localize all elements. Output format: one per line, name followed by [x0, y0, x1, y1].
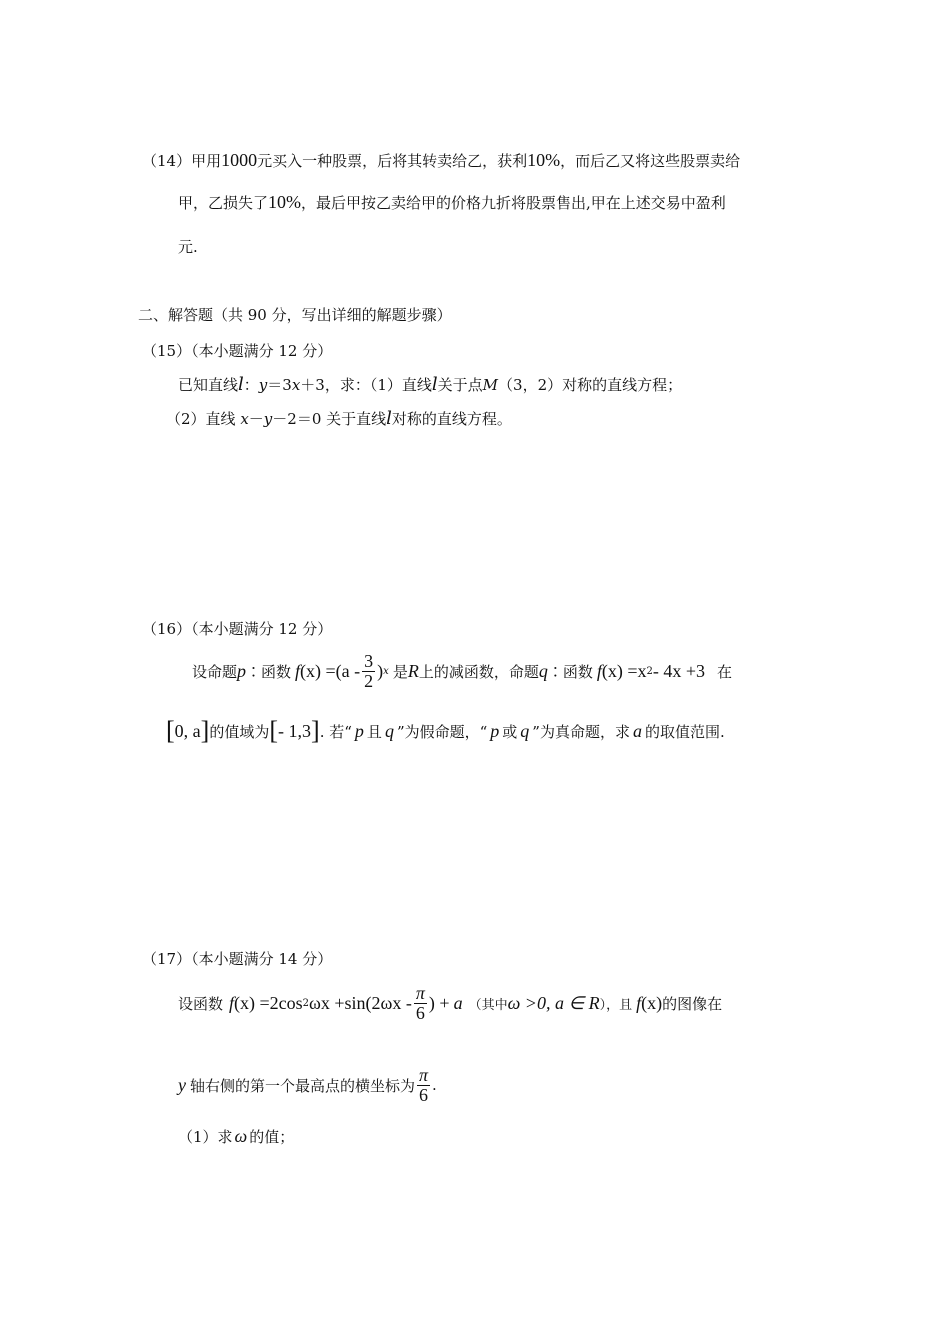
q16-text: 的取值范围. — [644, 722, 725, 741]
q17-text: ），且 — [599, 997, 633, 1013]
bracket-left: [ — [269, 716, 279, 745]
q14-percent: 10% — [268, 192, 302, 212]
q16-formula: - 4x +3 — [652, 660, 706, 681]
q14-text: （14）甲用 — [142, 152, 222, 170]
q14-line3 — [178, 236, 198, 257]
var-p: p — [237, 660, 247, 681]
var-q: q — [538, 660, 548, 681]
q15-line2 — [166, 408, 512, 429]
var-omega: ω — [234, 1126, 248, 1146]
var-f: f — [596, 660, 602, 681]
interval: - 1,3 — [278, 720, 312, 741]
q15-text: （2）直线 — [166, 410, 241, 428]
var-f: f — [229, 992, 235, 1013]
q16-formula: ) — [377, 660, 384, 681]
fraction-numerator: π — [415, 983, 425, 1003]
q15-text: ＝3 — [267, 376, 292, 394]
fraction — [362, 652, 375, 691]
q15-text: （3，2）对称的直线方程； — [498, 376, 683, 394]
q16-text: 的值域为 — [209, 722, 270, 741]
q16-text: 或 — [502, 722, 518, 741]
q15-header: （15）（本小题满分 12 分） — [142, 342, 333, 360]
q14-text: ，最后甲按乙卖给甲的价格九折将股票售出,甲在上述交易中盈利 — [301, 194, 726, 212]
q14-line2 — [178, 192, 726, 213]
q17-text: 轴右侧的第一个最高点的横坐标为 — [190, 1076, 416, 1095]
q15-text: ： — [243, 376, 259, 394]
fraction-denominator: 6 — [415, 1002, 425, 1023]
q16-text: . 若“ — [319, 722, 352, 741]
q17-header: （17）（本小题满分 14 分） — [142, 950, 333, 968]
q14-text: ，而后乙又将这些股票卖给 — [560, 152, 741, 170]
q17-text: . — [432, 1076, 437, 1095]
q14-line1 — [142, 150, 740, 171]
q16-text: 且 — [366, 722, 382, 741]
var-M: M — [482, 376, 499, 394]
fraction-numerator: 3 — [364, 651, 374, 671]
q17-text: 的值； — [249, 1128, 295, 1146]
q16-text: 上的减函数，命题 — [418, 662, 539, 681]
bracket-left: [ — [166, 716, 175, 745]
fraction-denominator: 2 — [364, 670, 374, 691]
var-l: l — [238, 374, 244, 395]
var-l: l — [386, 408, 392, 429]
exponent: 2 — [302, 997, 310, 1009]
q17-line2 — [178, 1066, 437, 1105]
q17-text: （1）求 — [178, 1128, 233, 1146]
q16-text: ”为真命题，求 — [532, 722, 630, 741]
q16-text: 设命题 — [192, 662, 238, 681]
q16-text: ∶函数 — [547, 662, 593, 681]
exponent: x — [383, 665, 389, 677]
q17-condition: ω >0, a ∈ R — [507, 992, 600, 1013]
q17-text: 的图像在 — [662, 994, 723, 1013]
var-q: q — [384, 720, 394, 741]
q15-text: ＋3，求：（1）直线 — [300, 376, 432, 394]
bracket-right: ] — [311, 716, 320, 745]
var-p: p — [490, 720, 500, 741]
var-y: y — [263, 410, 273, 428]
q17-formula: (x) =2cos — [234, 992, 303, 1013]
var-f: f — [295, 660, 301, 681]
var-y: y — [178, 1074, 186, 1095]
q16-line2 — [166, 716, 725, 746]
q14-percent: 10% — [527, 150, 561, 170]
q16-formula: (x) =x — [601, 660, 647, 681]
bracket-right: ] — [200, 716, 210, 745]
fraction-denominator: 6 — [419, 1084, 429, 1105]
q17-formula: ωx +sin(2ωx - — [309, 992, 412, 1013]
fraction — [417, 1066, 430, 1105]
q14-amount: 1000 — [221, 150, 258, 170]
q14-text: 元买入一种股票，后将其转卖给乙，获利 — [257, 152, 528, 170]
q16-text: 在 — [717, 662, 733, 681]
var-a: a — [453, 992, 463, 1013]
exponent: 2 — [646, 665, 653, 677]
q17-text: （其中 — [468, 997, 508, 1013]
var-p: p — [354, 720, 364, 741]
q17-formula: ) + — [428, 992, 450, 1013]
var-a: a — [632, 720, 642, 741]
var-q: q — [520, 720, 530, 741]
q17-line1 — [178, 984, 722, 1023]
q16-line1 — [192, 652, 732, 691]
interval: 0, a — [174, 720, 201, 741]
q15-line1 — [178, 374, 682, 395]
var-y: y — [258, 376, 268, 394]
q15-text: 对称的直线方程。 — [391, 410, 512, 428]
fraction — [414, 984, 427, 1023]
q16-formula: (x) =(a - — [300, 660, 361, 681]
q16-header: （16）（本小题满分 12 分） — [142, 620, 333, 638]
var-l: l — [431, 374, 438, 395]
section-heading: 二、解答题（共 90 分，写出详细的解题步骤） — [138, 306, 452, 324]
var-f: f — [636, 992, 642, 1013]
q16-text: ∶函数 — [246, 662, 292, 681]
q14-text: 甲，乙损失了 — [178, 194, 269, 212]
fraction-numerator: π — [419, 1065, 429, 1085]
q15-text: 已知直线 — [178, 376, 239, 394]
q15-text: －2＝0 关于直线 — [272, 410, 387, 428]
var-R: R — [407, 660, 419, 681]
q15-text: － — [248, 410, 264, 428]
var-x: x — [291, 376, 301, 394]
q17-text: 设函数 — [178, 994, 224, 1013]
q17-formula: (x) — [641, 992, 663, 1013]
q17-sub1 — [178, 1126, 294, 1147]
var-x: x — [240, 410, 249, 428]
q15-text: 关于点 — [437, 376, 483, 394]
q16-text: ”为假命题，“ — [396, 722, 488, 741]
q16-text: 是 — [392, 662, 408, 681]
q14-text: 元. — [178, 238, 198, 256]
